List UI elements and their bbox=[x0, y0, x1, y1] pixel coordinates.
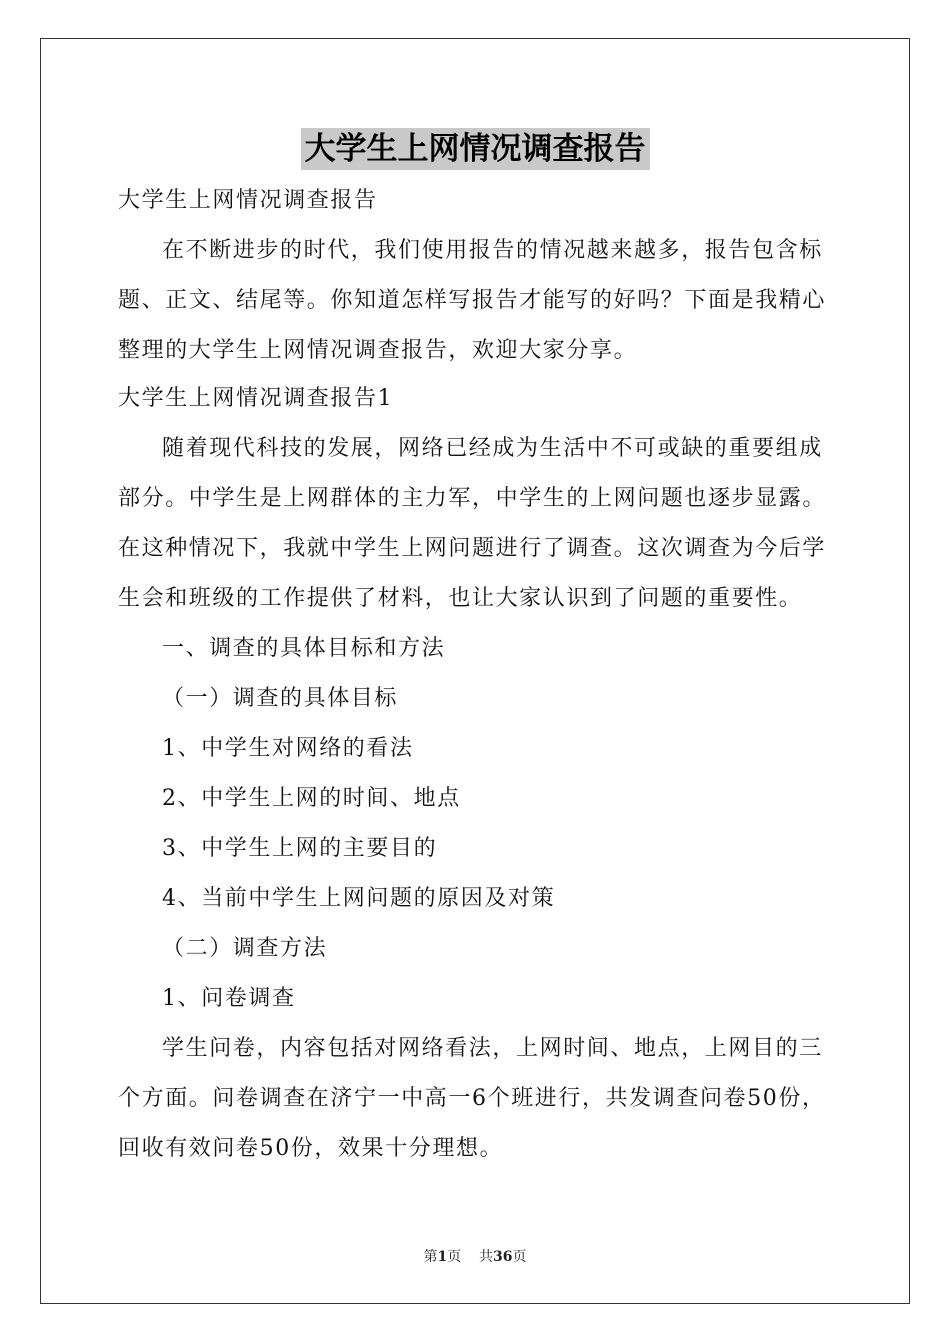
list-item: 4、当前中学生上网问题的原因及对策 bbox=[162, 886, 556, 911]
heading-line: 一、调查的具体目标和方法 bbox=[162, 636, 446, 661]
title-container bbox=[0, 128, 950, 170]
body-line: 部分。中学生是上网群体的主力军，中学生的上网问题也逐步显露。 bbox=[118, 486, 827, 511]
body-line: 回收有效问卷50份，效果十分理想。 bbox=[118, 1136, 504, 1161]
body-line: 生会和班级的工作提供了材料，也让大家认识到了问题的重要性。 bbox=[118, 586, 803, 611]
page-border bbox=[40, 38, 910, 1304]
list-item: 2、中学生上网的时间、地点 bbox=[162, 786, 461, 811]
body-line: 随着现代科技的发展，网络已经成为生活中不可或缺的重要组成 bbox=[162, 436, 823, 461]
list-item: 3、中学生上网的主要目的 bbox=[162, 836, 438, 861]
list-item: 1、中学生对网络的看法 bbox=[162, 736, 414, 761]
body-line: 学生问卷，内容包括对网络看法，上网时间、地点，上网目的三 bbox=[162, 1036, 823, 1061]
body-line: 整理的大学生上网情况调查报告，欢迎大家分享。 bbox=[118, 338, 638, 363]
heading-line: （一）调查的具体目标 bbox=[162, 686, 399, 711]
heading-line: （二）调查方法 bbox=[162, 936, 328, 961]
body-line: 题、正文、结尾等。你知道怎样写报告才能写的好吗？下面是我精心 bbox=[118, 288, 827, 313]
footer-total-prefix: 共 bbox=[479, 1249, 494, 1265]
footer-page-suffix: 页 bbox=[447, 1249, 462, 1265]
body-line: 个方面。问卷调查在济宁一中高一6个班进行，共发调查问卷50份， bbox=[118, 1086, 826, 1111]
subtitle-line: 大学生上网情况调查报告 bbox=[118, 188, 378, 213]
body-line: 在这种情况下，我就中学生上网问题进行了调查。这次调查为今后学 bbox=[118, 536, 827, 561]
list-item: 1、问卷调查 bbox=[162, 986, 296, 1011]
body-line: 在不断进步的时代，我们使用报告的情况越来越多，报告包含标 bbox=[162, 238, 823, 263]
footer-total-pages: 36 bbox=[493, 1249, 513, 1265]
footer-page-prefix: 第 bbox=[423, 1249, 438, 1265]
section-heading: 大学生上网情况调查报告1 bbox=[118, 386, 394, 411]
document-title: 大学生上网情况调查报告 bbox=[301, 128, 650, 170]
page-footer bbox=[0, 1248, 950, 1266]
footer-total-suffix: 页 bbox=[512, 1249, 527, 1265]
footer-page-number: 1 bbox=[437, 1249, 448, 1265]
